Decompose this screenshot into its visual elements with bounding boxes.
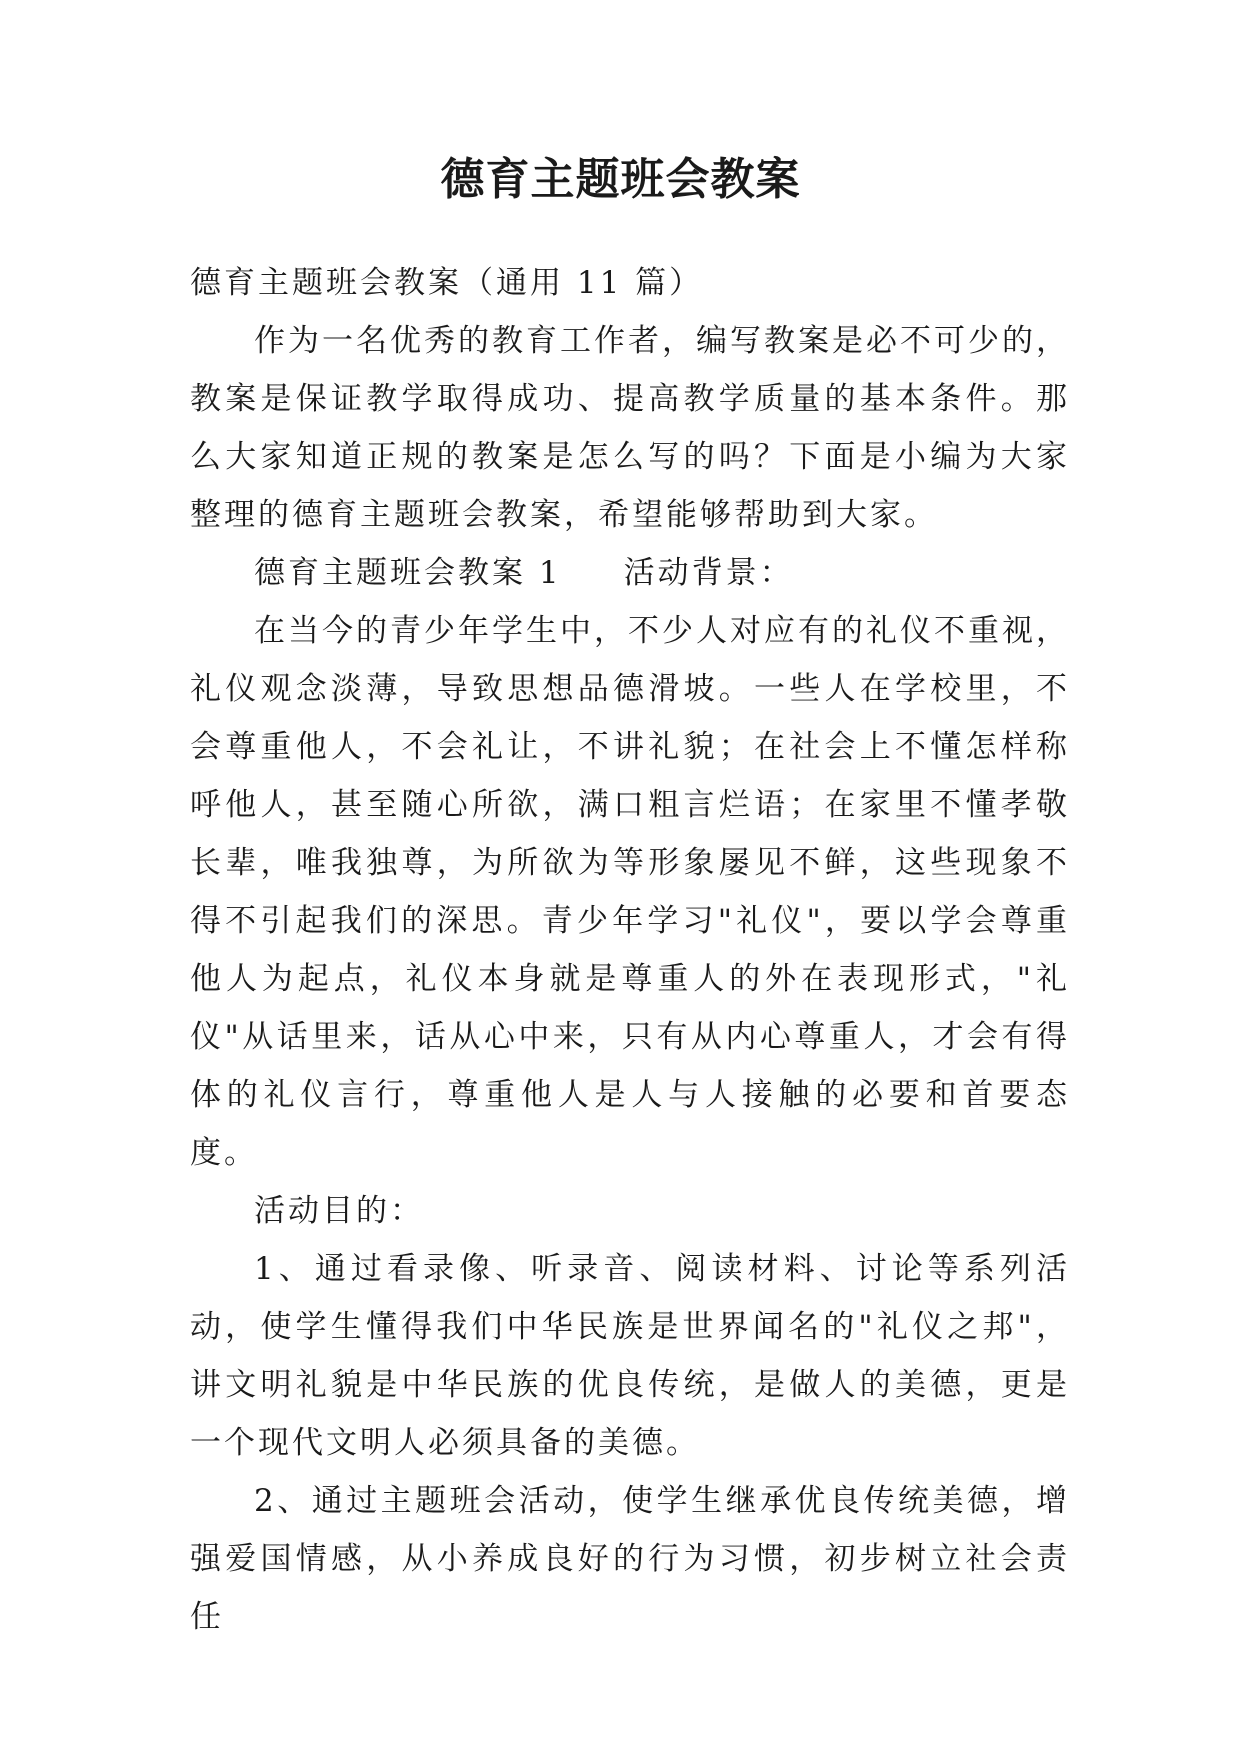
section-heading-line [190,544,1070,602]
background-label: 活动背景： [623,555,794,591]
section-heading: 德育主题班会教案 1 [254,555,562,591]
document-title: 德育主题班会教案 [440,154,801,205]
goal-1-paragraph: 1、通过看录像、听录音、阅读材料、讨论等系列活动，使学生懂得我们中华民族是世界闻名的"礼仪之邦"，讲文明礼貌是中华民族的优良传统，是做人的美德，更是一个现代文明人必须具备的美德。 [190,1251,1070,1461]
background-paragraph: 在当今的青少年学生中，不少人对应有的礼仪不重视，礼仪观念淡薄，导致思想品德滑坡。一些人在学校里，不会尊重他人，不会礼让，不讲礼貌；在社会上不懂怎样称呼他人，甚至随心所欲，满口粗言烂语；在家里不懂孝敬长辈，唯我独尊，为所欲为等形象屡见不鲜，这些现象不得不引起我们的深思。青少年学习"礼仪"，要以学会尊重他人为起点，礼仪本身就是尊重人的外在表现形式，"礼仪"从话里来，话从心中来，只有从内心尊重人，才会有得体的礼仪言行，尊重他人是人与人接触的必要和首要态度。 [190,613,1070,1171]
document-subtitle: 德育主题班会教案（通用 11 篇） [190,265,704,301]
document-body [190,254,1070,1646]
intro-paragraph: 作为一名优秀的教育工作者，编写教案是必不可少的，教案是保证教学取得成功、提高教学质量的基本条件。那么大家知道正规的教案是怎么写的吗？下面是小编为大家整理的德育主题班会教案，希望能够帮助到大家。 [190,323,1070,533]
goal-2-paragraph: 2、通过主题班会活动，使学生继承优良传统美德，增强爱国情感，从小养成良好的行为习惯，初步树立社会责任 [190,1483,1070,1635]
goals-label: 活动目的： [254,1193,424,1229]
